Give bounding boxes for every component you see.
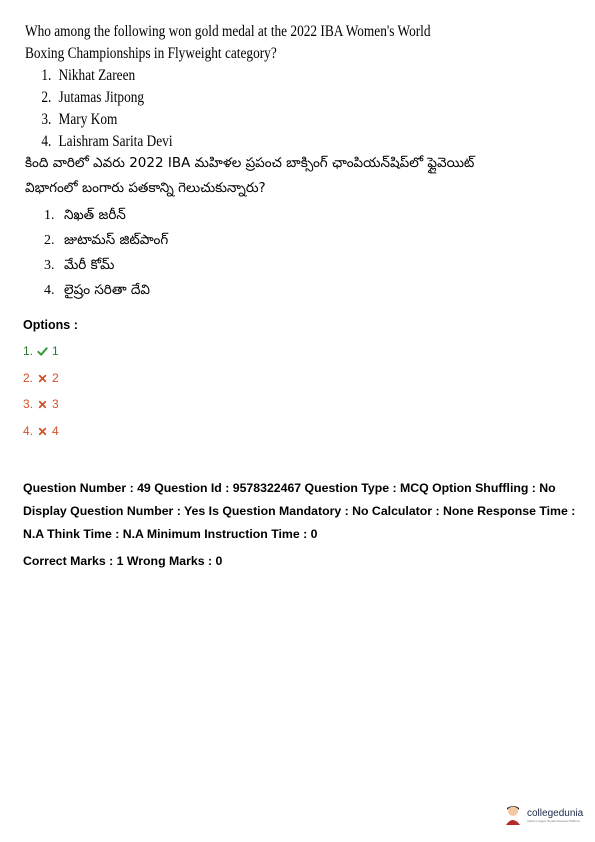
answer-option-value: 1 — [52, 344, 59, 358]
option-number: 2. — [41, 89, 52, 106]
options-list-en — [25, 65, 395, 153]
option-label: Laishram Sarita Devi — [58, 133, 173, 150]
check-icon — [37, 346, 48, 357]
cross-icon — [37, 426, 48, 437]
option-label: మేరీ కోమ్ — [64, 257, 115, 273]
answer-option-4 — [23, 424, 59, 438]
options-list-te — [25, 203, 505, 303]
mascot-icon — [503, 804, 523, 826]
option-label: Jutamas Jitpong — [58, 89, 145, 106]
answer-option-value: 2 — [52, 371, 59, 385]
options-heading: Options : — [23, 318, 78, 332]
option-en-2 — [41, 87, 394, 109]
logo-brand: collegedunia — [527, 807, 584, 819]
option-label: జుటామస్ జిట్‌పాంగ్ — [64, 232, 169, 248]
answer-option-number: 2. — [23, 371, 34, 385]
answer-option-value: 3 — [52, 397, 59, 411]
option-number: 3. — [44, 258, 55, 273]
answer-option-number: 3. — [23, 397, 34, 411]
option-number: 1. — [44, 208, 55, 223]
answer-option-1 — [23, 344, 59, 358]
option-en-3 — [41, 109, 394, 131]
question-text-en: Who among the following won gold medal at the 2022 IBA Women's World Boxing Championships in Flyweight category? — [25, 23, 431, 62]
option-te-1 — [44, 203, 505, 228]
answer-option-2 — [23, 371, 59, 385]
option-number: 4. — [44, 283, 55, 298]
option-te-2 — [44, 228, 505, 253]
answer-option-number: 1. — [23, 344, 34, 358]
option-label: నిఖత్ జరీన్ — [64, 207, 126, 223]
option-te-3 — [44, 253, 505, 278]
option-label: Nikhat Zareen — [58, 67, 136, 84]
option-te-4 — [44, 278, 505, 303]
option-label: లైష్రం సరితా దేవి — [64, 282, 150, 298]
option-en-4 — [41, 131, 394, 153]
option-number: 4. — [41, 133, 52, 150]
option-label: Mary Kom — [58, 111, 118, 128]
answer-option-number: 4. — [23, 424, 34, 438]
option-number: 1. — [41, 67, 52, 84]
logo-tagline: India's Largest Student Review Platform — [527, 818, 581, 823]
answer-option-value: 4 — [52, 424, 59, 438]
collegedunia-logo — [503, 804, 583, 826]
cross-icon — [37, 399, 48, 410]
question-text-te: కింది వారిలో ఎవరు 2022 IBA మహిళల ప్రపంచ బాక్సింగ్ ఛాంపియన్‌షిప్‌లో ఫ్లైవెయిట్ విభాగంలో బంగారు పతకాన్ని గెలుచుకున్నారు? — [25, 155, 475, 196]
option-number: 3. — [41, 111, 52, 128]
option-number: 2. — [44, 233, 55, 248]
question-english — [25, 21, 431, 153]
question-telugu — [25, 151, 505, 303]
option-en-1 — [41, 65, 394, 87]
answer-option-3 — [23, 397, 59, 411]
cross-icon — [37, 373, 48, 384]
marks-info: Correct Marks : 1 Wrong Marks : 0 — [23, 554, 223, 568]
question-metadata: Question Number : 49 Question Id : 9578322467 Question Type : MCQ Option Shuffling : No Display Question Number : Yes Is Question Mandatory : No Calculator : None Response Time : N.A Think Time : N.A Minimum Instruction Time : 0 — [23, 481, 576, 541]
